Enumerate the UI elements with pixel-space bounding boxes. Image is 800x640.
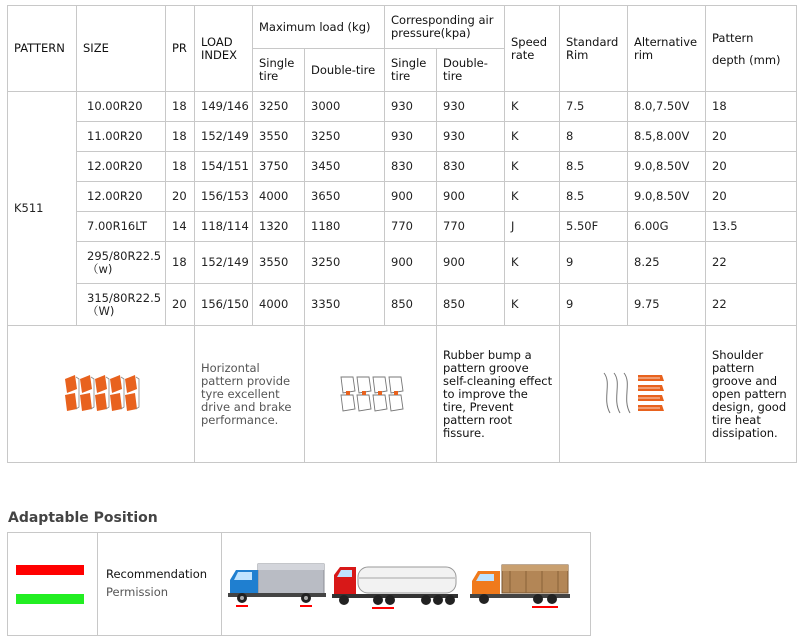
table-row: [8, 92, 797, 122]
load-single-cell: 4000: [253, 284, 305, 326]
pattern-depth-cell: 22: [706, 284, 797, 326]
size-cell: 7.00R16LT: [77, 212, 166, 242]
load-index-cell: 149/146: [195, 92, 253, 122]
header-load-single: Single tire: [253, 49, 305, 92]
blue-box-truck-icon: [228, 560, 326, 608]
red-tanker-truck-icon: [332, 563, 458, 609]
pr-cell: 20: [166, 182, 195, 212]
size-cell: 12.00R20: [77, 152, 166, 182]
size-cell: 315/80R22.5 （W): [77, 284, 166, 326]
air-single-cell: 930: [385, 92, 437, 122]
header-standard-rim: Standard Rim: [560, 6, 628, 92]
header-size: SIZE: [77, 6, 166, 92]
load-index-cell: 118/114: [195, 212, 253, 242]
header-air-pressure: Corresponding air pressure(kpa): [385, 6, 505, 49]
alternative-rim-cell: 8.0,7.50V: [628, 92, 706, 122]
feature-row: [8, 326, 797, 463]
pattern-depth-cell: 13.5: [706, 212, 797, 242]
alternative-rim-cell: 6.00G: [628, 212, 706, 242]
legend-labels: [97, 533, 222, 635]
speed-rate-cell: K: [505, 92, 560, 122]
air-single-cell: 830: [385, 152, 437, 182]
tread-horizontal-pattern-icon: [61, 371, 141, 415]
air-single-cell: 930: [385, 122, 437, 152]
pr-cell: 18: [166, 122, 195, 152]
table-row: [8, 152, 797, 182]
air-single-cell: 850: [385, 284, 437, 326]
size-cell: 295/80R22.5 （w): [77, 242, 166, 284]
pattern-depth-cell: 22: [706, 242, 797, 284]
alternative-rim-cell: 9.0,8.50V: [628, 182, 706, 212]
standard-rim-cell: 9: [560, 284, 628, 326]
tread-rubber-bump-icon: [335, 371, 407, 415]
permission-label: Permission: [106, 585, 169, 599]
pr-cell: 18: [166, 242, 195, 284]
speed-rate-cell: K: [505, 122, 560, 152]
load-double-cell: 3000: [305, 92, 385, 122]
orange-cargo-truck-icon: [470, 559, 570, 609]
table-row: [8, 122, 797, 152]
speed-rate-cell: K: [505, 152, 560, 182]
standard-rim-cell: 8: [560, 122, 628, 152]
load-double-cell: 3450: [305, 152, 385, 182]
header-speed-rate: Speed rate: [505, 6, 560, 92]
header-alternative-rim: Alternative rim: [628, 6, 706, 92]
speed-rate-cell: J: [505, 212, 560, 242]
air-double-cell: 930: [437, 92, 505, 122]
air-double-cell: 900: [437, 182, 505, 212]
header-pattern-depth: Pattern depth (mm): [706, 6, 797, 92]
load-single-cell: 3250: [253, 92, 305, 122]
air-double-cell: 930: [437, 122, 505, 152]
pattern-depth-cell: 20: [706, 182, 797, 212]
recommendation-swatch: [16, 565, 84, 575]
load-double-cell: 1180: [305, 212, 385, 242]
load-single-cell: 3550: [253, 242, 305, 284]
feature-text-1: Horizontal pattern provide tyre excellent drive and brake performance.: [195, 326, 305, 463]
adaptable-position-box: [7, 532, 591, 636]
air-single-cell: 900: [385, 242, 437, 284]
tire-spec-table: [7, 5, 797, 463]
table-row: [8, 182, 797, 212]
header-air-single: Single tire: [385, 49, 437, 92]
size-cell: 10.00R20: [77, 92, 166, 122]
table-row: [8, 212, 797, 242]
permission-swatch: [16, 594, 84, 604]
load-single-cell: 3750: [253, 152, 305, 182]
load-index-cell: 152/149: [195, 122, 253, 152]
pr-cell: 18: [166, 152, 195, 182]
load-single-cell: 1320: [253, 212, 305, 242]
table-row: [8, 284, 797, 326]
recommendation-label: Recommendation: [106, 567, 208, 581]
feature-image-3: [560, 326, 706, 463]
header-pattern: PATTERN: [8, 6, 77, 92]
standard-rim-cell: 8.5: [560, 152, 628, 182]
air-single-cell: 770: [385, 212, 437, 242]
speed-rate-cell: K: [505, 284, 560, 326]
pattern-name-cell: K511: [8, 92, 77, 326]
tread-shoulder-open-icon: [598, 369, 668, 417]
alternative-rim-cell: 9.75: [628, 284, 706, 326]
air-single-cell: 900: [385, 182, 437, 212]
header-pr: PR: [166, 6, 195, 92]
speed-rate-cell: K: [505, 242, 560, 284]
air-double-cell: 830: [437, 152, 505, 182]
pr-cell: 14: [166, 212, 195, 242]
air-double-cell: 850: [437, 284, 505, 326]
load-double-cell: 3250: [305, 242, 385, 284]
feature-text-3: Shoulder pattern groove and open pattern design, good tire heat dissipation.: [706, 326, 797, 463]
load-index-cell: 156/150: [195, 284, 253, 326]
header-max-load: Maximum load (kg): [253, 6, 385, 49]
load-double-cell: 3250: [305, 122, 385, 152]
standard-rim-cell: 9: [560, 242, 628, 284]
load-double-cell: 3650: [305, 182, 385, 212]
load-index-cell: 152/149: [195, 242, 253, 284]
speed-rate-cell: K: [505, 182, 560, 212]
size-cell: 12.00R20: [77, 182, 166, 212]
legend-swatches: [8, 533, 98, 635]
header-air-double: Double-tire: [437, 49, 505, 92]
alternative-rim-cell: 8.25: [628, 242, 706, 284]
load-index-cell: 156/153: [195, 182, 253, 212]
standard-rim-cell: 8.5: [560, 182, 628, 212]
load-single-cell: 4000: [253, 182, 305, 212]
pattern-depth-cell: 18: [706, 92, 797, 122]
feature-image-2: [305, 326, 437, 463]
header-load-double: Double-tire: [305, 49, 385, 92]
air-double-cell: 900: [437, 242, 505, 284]
table-row: [8, 242, 797, 284]
load-double-cell: 3350: [305, 284, 385, 326]
pattern-depth-cell: 20: [706, 122, 797, 152]
size-cell: 11.00R20: [77, 122, 166, 152]
air-double-cell: 770: [437, 212, 505, 242]
standard-rim-cell: 5.50F: [560, 212, 628, 242]
load-index-cell: 154/151: [195, 152, 253, 182]
feature-image-1: [8, 326, 195, 463]
pr-cell: 18: [166, 92, 195, 122]
feature-text-2: Rubber bump a pattern groove self-cleaning effect to improve the tire, Prevent pattern root fissure.: [437, 326, 560, 463]
load-single-cell: 3550: [253, 122, 305, 152]
alternative-rim-cell: 9.0,8.50V: [628, 152, 706, 182]
pr-cell: 20: [166, 284, 195, 326]
alternative-rim-cell: 8.5,8.00V: [628, 122, 706, 152]
standard-rim-cell: 7.5: [560, 92, 628, 122]
pattern-depth-cell: 20: [706, 152, 797, 182]
adaptable-position-title: Adaptable Position: [8, 510, 158, 526]
header-load-index: LOAD INDEX: [195, 6, 253, 92]
